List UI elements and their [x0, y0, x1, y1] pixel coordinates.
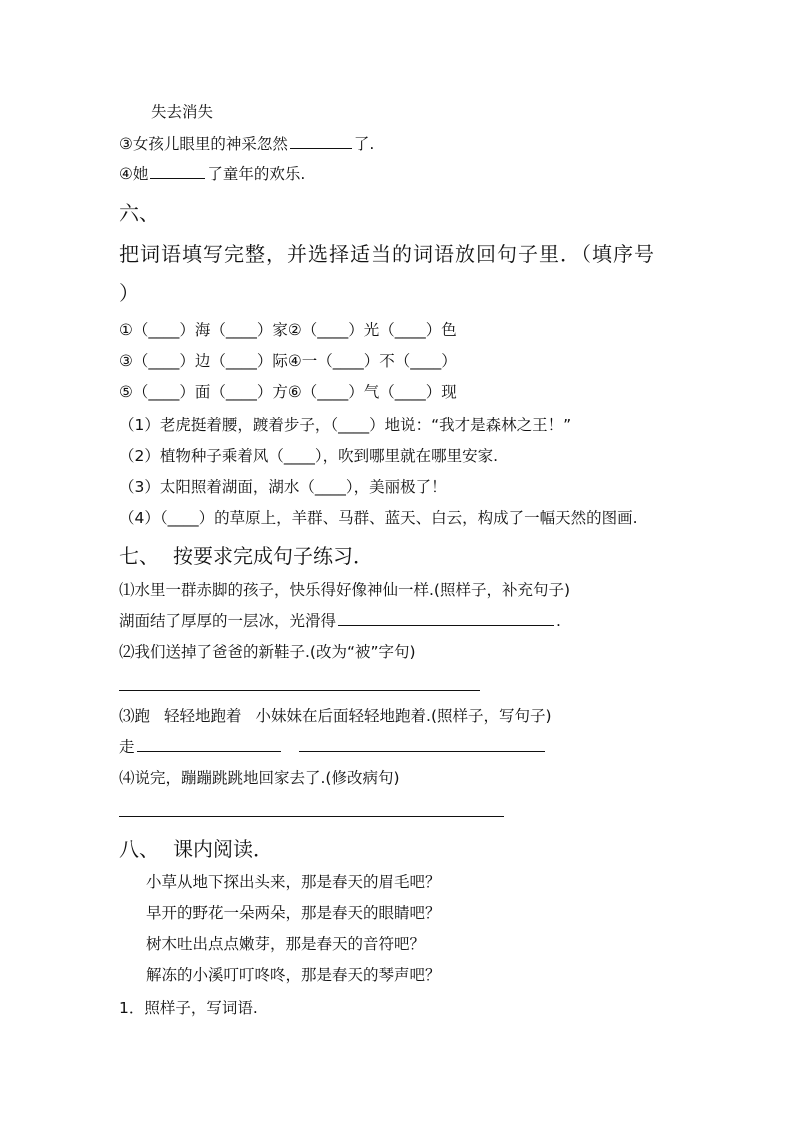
word-row-1: ①（____）海（____）家②（____）光（____）色 — [119, 321, 457, 339]
q3-blank — [290, 134, 352, 149]
section-5-hint: 失去消失 — [151, 103, 214, 121]
sentence-3: （3）太阳照着湖面，湖水（____），美丽极了！ — [119, 478, 447, 496]
exercise-3-phrase: 轻轻地跑着 — [164, 707, 242, 725]
section-7-number: 七、 — [119, 544, 159, 568]
word-row-2: ③（____）边（____）际④一（____）不（____） — [119, 352, 457, 370]
q3-suffix: 了. — [353, 135, 375, 153]
reading-task-1: 1．照样子，写词语. — [119, 999, 258, 1017]
exercise-3-prefix: 走 — [119, 738, 135, 756]
exercise-2: ⑵我们送掉了爸爸的新鞋子.(改为“被”字句) — [119, 643, 416, 661]
q4-prefix: ④她 — [119, 165, 149, 183]
section-7-heading — [119, 543, 373, 569]
poem-line-1: 小草从地下探出头来，那是春天的眉毛吧？ — [146, 873, 441, 891]
section-8-heading — [119, 836, 273, 862]
section-6-instruction-end: ） — [119, 281, 140, 305]
q4-suffix: 了童年的欢乐. — [207, 165, 306, 183]
exercise-2-answer-line — [119, 690, 480, 691]
exercise-3-sentence: 小妹妹在后面轻轻地跑着.(照样子，写句子) — [255, 707, 552, 725]
section-8-title: 课内阅读． — [173, 837, 273, 861]
poem-line-3: 树木吐出点点嫩芽，那是春天的音符吧？ — [146, 935, 426, 953]
q3-prefix: ③女孩儿眼里的神采忽然 — [119, 135, 288, 153]
exercise-1: ⑴水里一群赤脚的孩子，快乐得好像神仙一样.(照样子，补充句子) — [119, 581, 571, 599]
exercise-1-blank — [338, 611, 554, 626]
sentence-2: （2）植物种子乘着风（____），吹到哪里就在哪里安家. — [119, 447, 499, 465]
exercise-3-blank-1 — [137, 737, 281, 752]
sentence-1: （1）老虎挺着腰，踱着步子，（____）地说：“我才是森林之王！” — [119, 416, 572, 434]
sentence-4: （4）（____）的草原上，羊群、马群、蓝天、白云，构成了一幅天然的图画. — [119, 509, 638, 527]
section-8-number: 八、 — [119, 837, 159, 861]
section-6-instruction: 把词语填写完整，并选择适当的词语放回句子里．（填序号 — [119, 242, 655, 266]
exercise-3-blank-2 — [299, 737, 545, 752]
section-5-q3 — [119, 134, 374, 154]
word-row-3: ⑤（____）面（____）方⑥（____）气（____）现 — [119, 383, 457, 401]
poem-line-2: 早开的野花一朵两朵，那是春天的眼睛吧？ — [146, 904, 441, 922]
q4-blank — [150, 164, 205, 179]
exercise-3-answer — [119, 737, 547, 757]
poem-line-4: 解冻的小溪叮叮咚咚，那是春天的琴声吧？ — [146, 966, 441, 984]
exercise-3 — [119, 706, 552, 726]
exercise-4: ⑷说完，蹦蹦跳跳地回家去了.(修改病句) — [119, 769, 400, 787]
exercise-1-answer — [119, 611, 561, 631]
exercise-3-word: ⑶跑 — [119, 707, 151, 725]
exercise-1-prefix: 湖面结了厚厚的一层冰，光滑得 — [119, 612, 337, 630]
section-5-q4 — [119, 164, 305, 184]
exercise-4-answer-line — [119, 816, 504, 817]
section-6-number: 六、 — [119, 201, 159, 225]
exercise-1-suffix: . — [556, 612, 561, 630]
section-7-title: 按要求完成句子练习． — [173, 544, 373, 568]
